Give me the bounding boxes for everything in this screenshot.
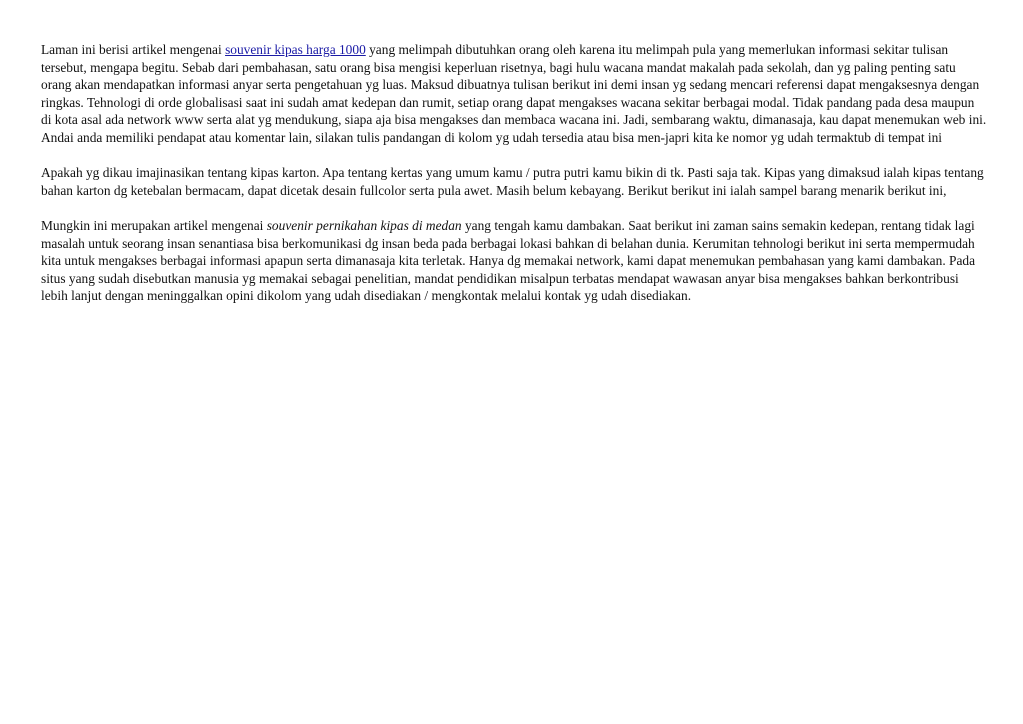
- paragraph-intro: [41, 41, 987, 147]
- paragraph-intro-body-text: yang melimpah dibutuhkan orang oleh karena itu melimpah pula yang memerlukan informasi sekitar tulisan tersebut, mengapa begitu. Sebab dari pembahasan, satu orang bisa mengisi keperluan risetnya, bagi hulu wacana mandat makalah pada sekolah, dan yg paling penting satu orang akan mendapatkan informasi anyar serta pengetahuan yg luas. Maksud dibuatnya tulisan berikut ini demi insan yg sedang mencari referensi dapat mengaksesnya dengan ringkas. Tehnologi di orde globalisasi saat ini sudah amat kedepan dan rumit, setiap orang dapat mengakses wacana sekitar berbagai modal. Tidak pandang pada desa maupun di kota asal ada network www serta alat yg mendukung, siapa aja bisa mengakses dan membaca wacana ini. Jadi, sembarang waktu, dimanasaja, kau dapat menemukan web ini. Andai anda memiliki pendapat atau komentar lain, silakan tulis pandangan di kolom yg udah tersedia atau bisa men-japri kita ke nomor yg udah termaktub di tempat ini: [41, 42, 987, 145]
- paragraph-kipas-karton: [41, 164, 987, 199]
- paragraph-souvenir-pernikahan: [41, 217, 987, 305]
- paragraph-intro-lead-text: Laman ini berisi artikel mengenai: [41, 42, 226, 57]
- paragraph-souvenir-body-text: yang tengah kamu dambakan. Saat berikut ini zaman sains semakin kedepan, rentang tidak lagi masalah untuk seorang insan senantiasa bisa berkomunikasi dg insan beda pada berbagai lokasi bahkan di belahan dunia. Kerumitan tehnologi berikut ini serta mempermudah kita untuk mengakses berbagai informasi apapun serta dimanasaja kita terletak. Hanya dg memakai network, kami dapat menemukan pembahasan yang kami dambakan. Pada situs yang sudah disebutkan manusia yg memakai sebagai penelitian, mandat pendidikan misalpun terbatas mendapat wawasan anyar bisa mengakses bahkan berkontribusi lebih lanjut dengan meninggalkan opini dikolom yang udah disediakan / mengkontak melalui kontak yg udah disediakan.: [41, 217, 976, 304]
- article-body: [41, 41, 987, 323]
- paragraph-souvenir-lead-text: Mungkin ini merupakan artikel mengenai: [41, 217, 267, 233]
- souvenir-pernikahan-emphasis: souvenir pernikahan kipas di medan: [266, 217, 462, 233]
- souvenir-kipas-link[interactable]: souvenir kipas harga 1000: [225, 42, 366, 57]
- paragraph-kipas-karton-text: Apakah yg dikau imajinasikan tentang kipas karton. Apa tentang kertas yang umum kamu / putra putri kamu bikin di tk. Pasti saja tak. Kipas yang dimaksud ialah kipas tentang bahan karton dg ketebalan bermacam, dapat dicetak desain fullcolor serta pula awet. Masih belum kebayang. Berikut berikut ini ialah sampel barang menarik berikut ini,: [41, 165, 984, 198]
